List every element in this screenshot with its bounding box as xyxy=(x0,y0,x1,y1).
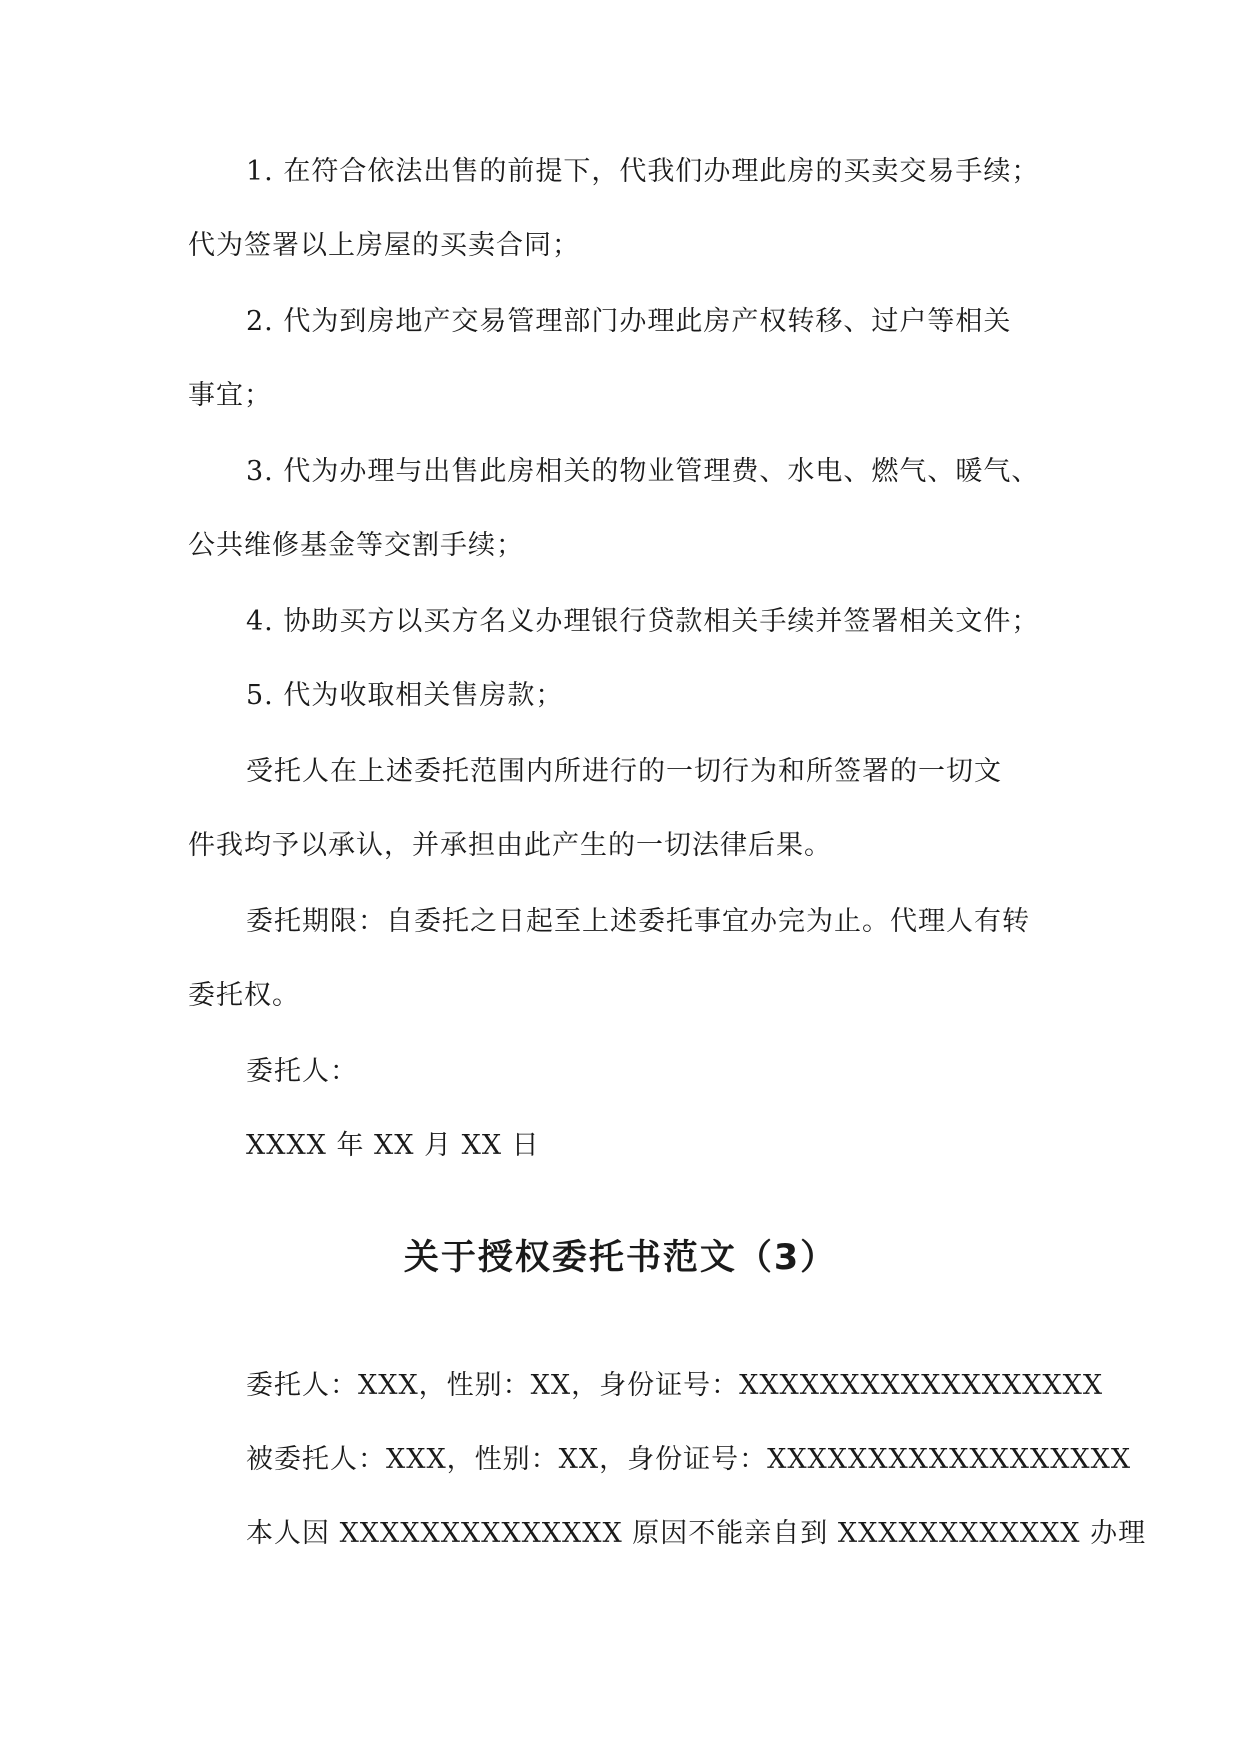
item-2-line-1: 2. 代为到房地产交易管理部门办理此房产权转移、过户等相关 xyxy=(246,306,1012,337)
item-2-line-2: 事宜； xyxy=(188,380,272,411)
section-title: 关于授权委托书范文（3） xyxy=(403,1238,838,1278)
item-3-line-2: 公共维修基金等交割手续； xyxy=(188,530,524,561)
paragraph-acknowledge-line-1: 受托人在上述委托范围内所进行的一切行为和所签署的一切文 xyxy=(246,756,1002,787)
signature-date: XXXX 年 XX 月 XX 日 xyxy=(246,1130,540,1161)
item-4-line-1: 4. 协助买方以买方名义办理银行贷款相关手续并签署相关文件； xyxy=(246,606,1040,637)
principal-info: 委托人：XXX，性别：XX，身份证号：XXXXXXXXXXXXXXXXXX xyxy=(246,1370,1104,1401)
paragraph-term-line-2: 委托权。 xyxy=(188,980,300,1011)
reason-line: 本人因 XXXXXXXXXXXXXX 原因不能亲自到 XXXXXXXXXXXX 办理 xyxy=(246,1518,1147,1549)
paragraph-acknowledge-line-2: 件我均予以承认，并承担由此产生的一切法律后果。 xyxy=(188,830,832,861)
item-3-line-1: 3. 代为办理与出售此房相关的物业管理费、水电、燃气、暖气、 xyxy=(246,456,1040,487)
agent-info: 被委托人：XXX，性别：XX，身份证号：XXXXXXXXXXXXXXXXXX xyxy=(246,1444,1132,1475)
paragraph-term-line-1: 委托期限：自委托之日起至上述委托事宜办完为止。代理人有转 xyxy=(246,906,1030,937)
item-1-line-2: 代为签署以上房屋的买卖合同； xyxy=(188,230,580,261)
principal-signature-label: 委托人： xyxy=(246,1056,358,1087)
item-1-line-1: 1. 在符合依法出售的前提下，代我们办理此房的买卖交易手续； xyxy=(246,156,1040,187)
item-5-line-1: 5. 代为收取相关售房款； xyxy=(246,680,564,711)
